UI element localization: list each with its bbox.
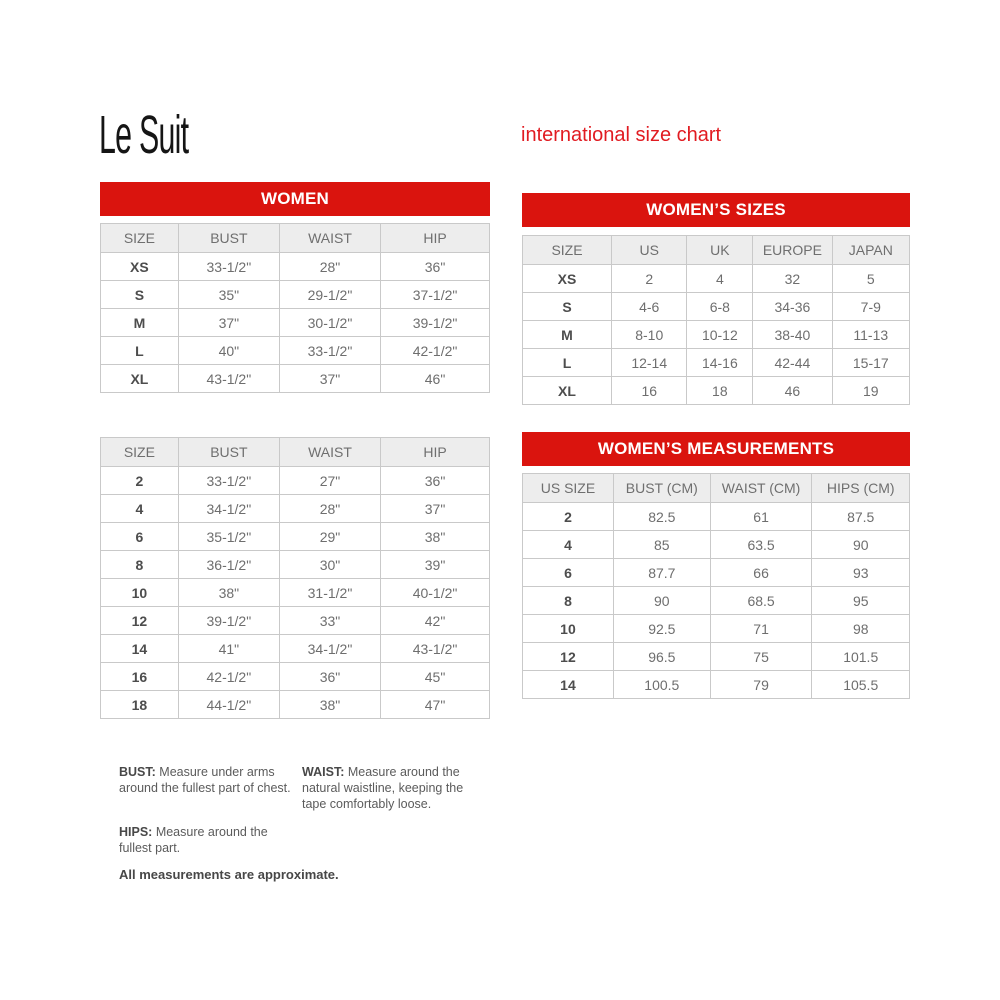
column-header: SIZE (523, 236, 612, 265)
value-cell: 28" (279, 495, 380, 523)
value-cell: 47" (381, 691, 490, 719)
value-cell: 29-1/2" (279, 281, 380, 309)
table-row (101, 635, 490, 663)
value-cell: 33-1/2" (279, 337, 380, 365)
value-cell: 2 (612, 265, 687, 293)
value-cell: 36" (381, 467, 490, 495)
women-letter-size-table-grid (100, 223, 490, 393)
waist-note-text: Measure around the natural waistline, keeping the tape comfortably loose. (302, 765, 464, 811)
value-cell: 33" (279, 607, 380, 635)
value-cell: 43-1/2" (178, 365, 279, 393)
value-cell: 34-36 (753, 293, 832, 321)
value-cell: 39-1/2" (178, 607, 279, 635)
value-cell: 44-1/2" (178, 691, 279, 719)
header-row (523, 474, 910, 503)
table-row (523, 321, 910, 349)
value-cell: 16 (612, 377, 687, 405)
value-cell: 90 (613, 587, 710, 615)
value-cell: 35-1/2" (178, 523, 279, 551)
hips-note (119, 824, 302, 856)
size-cell: M (101, 309, 179, 337)
size-cell: 14 (101, 635, 179, 663)
value-cell: 79 (710, 671, 812, 699)
hips-note-label: HIPS: (119, 825, 153, 839)
value-cell: 61 (710, 503, 812, 531)
header-row (523, 236, 910, 265)
size-cell: 6 (523, 559, 614, 587)
value-cell: 98 (812, 615, 910, 643)
value-cell: 39-1/2" (381, 309, 490, 337)
bust-note-label: BUST: (119, 765, 156, 779)
value-cell: 6-8 (687, 293, 753, 321)
value-cell: 101.5 (812, 643, 910, 671)
column-header: WAIST (279, 224, 380, 253)
value-cell: 90 (812, 531, 910, 559)
value-cell: 4-6 (612, 293, 687, 321)
value-cell: 15-17 (832, 349, 909, 377)
table-row (101, 607, 490, 635)
women-numeric-size-table (100, 437, 490, 719)
value-cell: 105.5 (812, 671, 910, 699)
size-cell: XS (523, 265, 612, 293)
measurements-cm-table (522, 473, 910, 699)
value-cell: 42-44 (753, 349, 832, 377)
value-cell: 36-1/2" (178, 551, 279, 579)
value-cell: 7-9 (832, 293, 909, 321)
column-header: US SIZE (523, 474, 614, 503)
value-cell: 33-1/2" (178, 253, 279, 281)
value-cell: 42" (381, 607, 490, 635)
size-cell: L (523, 349, 612, 377)
column-header: SIZE (101, 438, 179, 467)
column-header: BUST (178, 438, 279, 467)
hips-note-text: Measure around the fullest part. (119, 825, 268, 855)
value-cell: 42-1/2" (178, 663, 279, 691)
table-row (101, 467, 490, 495)
size-cell: 2 (523, 503, 614, 531)
value-cell: 30-1/2" (279, 309, 380, 337)
size-cell: L (101, 337, 179, 365)
column-header: WAIST (CM) (710, 474, 812, 503)
size-cell: 8 (523, 587, 614, 615)
value-cell: 37" (178, 309, 279, 337)
value-cell: 19 (832, 377, 909, 405)
table-row (523, 349, 910, 377)
table-row (101, 365, 490, 393)
table-row (101, 281, 490, 309)
value-cell: 87.7 (613, 559, 710, 587)
value-cell: 66 (710, 559, 812, 587)
table-row (523, 265, 910, 293)
table-row (523, 293, 910, 321)
table-row (101, 551, 490, 579)
size-cell: S (101, 281, 179, 309)
value-cell: 95 (812, 587, 910, 615)
size-cell: 10 (101, 579, 179, 607)
value-cell: 71 (710, 615, 812, 643)
international-sizes-table-grid (522, 235, 910, 405)
value-cell: 43-1/2" (381, 635, 490, 663)
column-header: JAPAN (832, 236, 909, 265)
column-header: HIP (381, 224, 490, 253)
table-row (101, 337, 490, 365)
measurement-notes (119, 764, 484, 882)
women-letter-size-table (100, 223, 490, 393)
table-row (101, 579, 490, 607)
brand-logo-text: Le Suit (99, 104, 189, 165)
size-cell: XL (101, 365, 179, 393)
column-header: BUST (CM) (613, 474, 710, 503)
size-cell: 18 (101, 691, 179, 719)
column-header: EUROPE (753, 236, 832, 265)
value-cell: 30" (279, 551, 380, 579)
size-cell: 8 (101, 551, 179, 579)
value-cell: 38" (381, 523, 490, 551)
value-cell: 33-1/2" (178, 467, 279, 495)
womens-measurements-section-header: WOMEN’S MEASUREMENTS (522, 432, 910, 466)
value-cell: 45" (381, 663, 490, 691)
column-header: HIPS (CM) (812, 474, 910, 503)
value-cell: 93 (812, 559, 910, 587)
value-cell: 38-40 (753, 321, 832, 349)
table-row (101, 691, 490, 719)
value-cell: 75 (710, 643, 812, 671)
table-row (101, 495, 490, 523)
bust-note-text: Measure under arms around the fullest part of chest. (119, 765, 291, 795)
value-cell: 34-1/2" (279, 635, 380, 663)
value-cell: 41" (178, 635, 279, 663)
value-cell: 36" (279, 663, 380, 691)
header-row (101, 224, 490, 253)
waist-note (302, 764, 484, 812)
column-header: BUST (178, 224, 279, 253)
value-cell: 38" (279, 691, 380, 719)
women-section-header: WOMEN (100, 182, 490, 216)
value-cell: 10-12 (687, 321, 753, 349)
value-cell: 32 (753, 265, 832, 293)
value-cell: 42-1/2" (381, 337, 490, 365)
waist-note-label: WAIST: (302, 765, 345, 779)
value-cell: 5 (832, 265, 909, 293)
value-cell: 37" (381, 495, 490, 523)
value-cell: 27" (279, 467, 380, 495)
size-cell: 14 (523, 671, 614, 699)
value-cell: 31-1/2" (279, 579, 380, 607)
value-cell: 85 (613, 531, 710, 559)
value-cell: 40-1/2" (381, 579, 490, 607)
value-cell: 37" (279, 365, 380, 393)
notes-spacer (302, 824, 484, 856)
size-cell: 16 (101, 663, 179, 691)
table-row (523, 615, 910, 643)
notes-grid (119, 764, 484, 856)
value-cell: 28" (279, 253, 380, 281)
table-row (523, 377, 910, 405)
value-cell: 29" (279, 523, 380, 551)
value-cell: 4 (687, 265, 753, 293)
size-cell: S (523, 293, 612, 321)
international-sizes-table (522, 235, 910, 405)
value-cell: 68.5 (710, 587, 812, 615)
value-cell: 14-16 (687, 349, 753, 377)
size-cell: 10 (523, 615, 614, 643)
size-cell: 4 (101, 495, 179, 523)
value-cell: 96.5 (613, 643, 710, 671)
column-header: UK (687, 236, 753, 265)
column-header: HIP (381, 438, 490, 467)
column-header: WAIST (279, 438, 380, 467)
women-numeric-size-table-grid (100, 437, 490, 719)
value-cell: 87.5 (812, 503, 910, 531)
value-cell: 8-10 (612, 321, 687, 349)
size-cell: 4 (523, 531, 614, 559)
size-cell: 2 (101, 467, 179, 495)
header-row (101, 438, 490, 467)
value-cell: 38" (178, 579, 279, 607)
table-row (101, 309, 490, 337)
value-cell: 11-13 (832, 321, 909, 349)
value-cell: 92.5 (613, 615, 710, 643)
table-row (523, 643, 910, 671)
size-cell: 6 (101, 523, 179, 551)
table-row (523, 503, 910, 531)
value-cell: 82.5 (613, 503, 710, 531)
table-row (523, 587, 910, 615)
table-row (101, 253, 490, 281)
value-cell: 39" (381, 551, 490, 579)
table-row (101, 663, 490, 691)
size-cell: 12 (523, 643, 614, 671)
size-cell: 12 (101, 607, 179, 635)
value-cell: 40" (178, 337, 279, 365)
column-header: US (612, 236, 687, 265)
value-cell: 37-1/2" (381, 281, 490, 309)
value-cell: 18 (687, 377, 753, 405)
value-cell: 34-1/2" (178, 495, 279, 523)
column-header: SIZE (101, 224, 179, 253)
table-row (523, 559, 910, 587)
womens-sizes-section-header: WOMEN’S SIZES (522, 193, 910, 227)
page-title: international size chart (521, 124, 722, 146)
brand-logo (99, 104, 219, 164)
measurements-cm-table-grid (522, 473, 910, 699)
value-cell: 36" (381, 253, 490, 281)
size-cell: XS (101, 253, 179, 281)
value-cell: 46 (753, 377, 832, 405)
table-row (523, 531, 910, 559)
bust-note (119, 764, 302, 812)
size-cell: M (523, 321, 612, 349)
size-cell: XL (523, 377, 612, 405)
table-row (101, 523, 490, 551)
disclaimer-text: All measurements are approximate. (119, 867, 339, 882)
value-cell: 12-14 (612, 349, 687, 377)
value-cell: 46" (381, 365, 490, 393)
value-cell: 100.5 (613, 671, 710, 699)
table-row (523, 671, 910, 699)
value-cell: 35" (178, 281, 279, 309)
value-cell: 63.5 (710, 531, 812, 559)
